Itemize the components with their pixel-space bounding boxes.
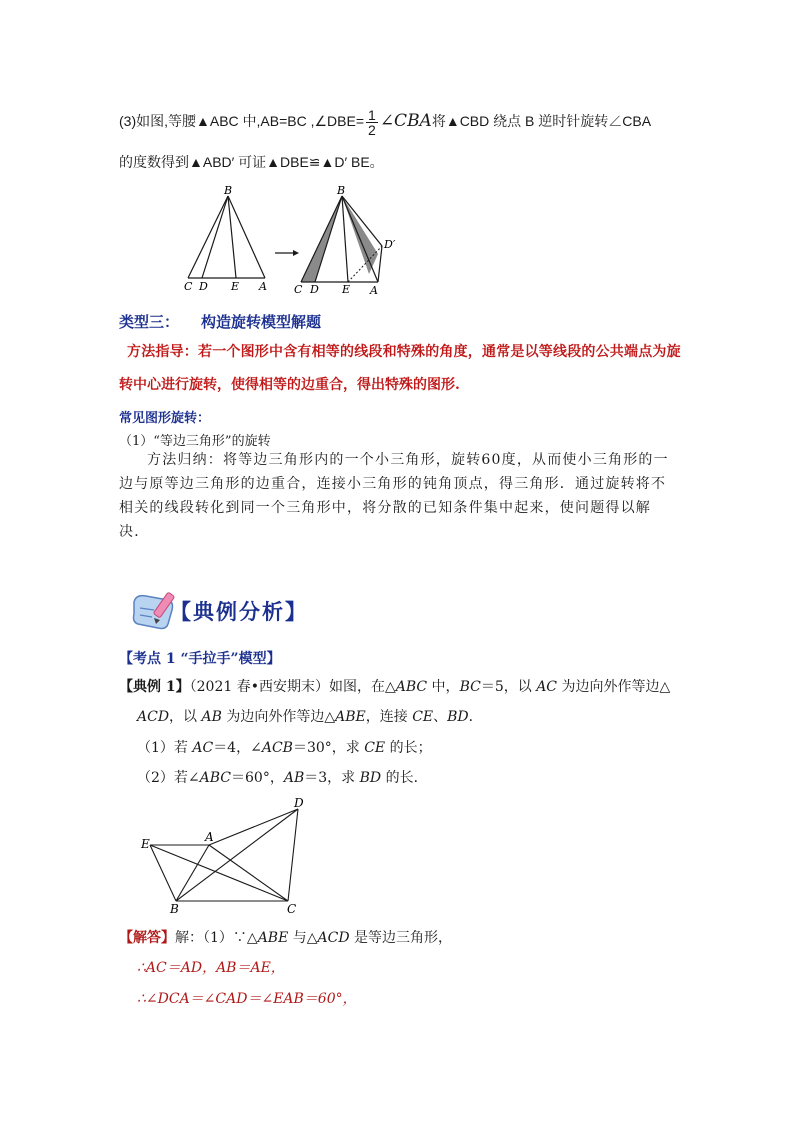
fig1-label-a: A (259, 280, 267, 293)
example1-line1 (119, 676, 670, 696)
text-seg: 是等边三角形， (349, 930, 453, 946)
fig3-label-c: C (287, 902, 297, 916)
var-ce: CE (412, 709, 434, 725)
text-seg: （2）若∠ (137, 770, 200, 786)
text-seg: 、 (433, 709, 448, 725)
var-bd: BD (447, 709, 469, 725)
section3-title (119, 311, 321, 332)
problem3-line2: 的度数得到▲ABD′ 可证▲DBE≌▲D′ BE。 (119, 154, 384, 170)
var-acb: ACB (261, 740, 293, 756)
text-seg: 的长； (385, 740, 432, 756)
var-bc: BC (459, 679, 481, 695)
example1-source: （2021 春•西安期末）如图，在△ (189, 679, 396, 695)
text-seg: 中， (427, 679, 460, 695)
banner-title: 【典例分析】 (170, 599, 308, 624)
fig3-label-a: A (205, 830, 214, 844)
question-2 (137, 767, 428, 787)
triangle-figure-2 (301, 196, 382, 282)
question-1 (137, 737, 432, 757)
text-seg: 为边向外作等边△ (557, 679, 671, 695)
var-acd: ACD (137, 709, 170, 725)
fig3-label-d: D (294, 796, 304, 810)
answer-line2: ∴AC＝AD，AB＝AE， (137, 960, 285, 976)
var-abe: ABE (257, 930, 289, 946)
problem3-line1 (119, 108, 651, 137)
fig2-label-b: B (337, 186, 346, 197)
text-seg: ，以 (169, 709, 202, 725)
var-ac: AC (536, 679, 558, 695)
problem3-suffix: 将▲CBD 绕点 B 逆时针旋转∠CBA (431, 113, 652, 130)
method-line2: 转中心进行旋转，使得相等的边重合，得出特殊的图形. (119, 377, 460, 393)
answer-tag: 【解答】 (119, 930, 175, 946)
var-abc: ABC (199, 770, 232, 786)
var-bd: BD (359, 770, 382, 786)
text-seg: 的长． (381, 770, 428, 786)
text-seg: ＝5，以 (480, 679, 537, 695)
fig2-label-d: D (310, 283, 319, 296)
arrow-icon (275, 250, 299, 256)
text-seg: ＝3，求 (304, 770, 360, 786)
fig3-label-e: E (141, 837, 150, 851)
text-seg: ． (468, 709, 483, 725)
var-acd: ACD (317, 930, 350, 946)
hand-in-hand-figure (138, 795, 318, 917)
text-seg: 与△ (288, 930, 318, 946)
fig2-label-dprime: D′ (384, 238, 396, 251)
triangle-figure-1 (188, 196, 265, 278)
fig1-label-b: B (224, 186, 233, 197)
common-rotation-title: 常见图形旋转： (119, 411, 211, 426)
example-banner (130, 588, 330, 632)
var-ab: AB (283, 770, 305, 786)
rotation-figure (170, 186, 410, 298)
text-seg: 为边向外作等边△ (221, 709, 336, 725)
fig3-label-b: B (170, 902, 179, 916)
fig1-label-e: E (231, 280, 240, 293)
method-line1: 方法指导：若一个图形中含有相等的线段和特殊的角度，通常是以等线段的公共端点为旋 (127, 344, 681, 360)
fig2-label-a: A (370, 284, 378, 297)
section3-title-text: 构造旋转模型解题 (201, 313, 322, 331)
fraction-denominator: 2 (368, 122, 376, 138)
text-seg: ＝60°， (231, 770, 284, 786)
problem3-prefix: (3)如图,等腰▲ABC 中,AB=BC ,∠DBE= (119, 113, 365, 130)
text-seg: ＝30°，求 (292, 740, 365, 756)
var-ce: CE (364, 740, 386, 756)
fig2-label-c: C (294, 283, 303, 296)
var-abc: ABC (395, 679, 428, 695)
var-ab: AB (201, 709, 222, 725)
common-item1: （1）“等边三角形”的旋转 (119, 434, 271, 449)
text-seg: ＝4，∠ (213, 740, 262, 756)
example1-tag: 【典例 1】 (119, 679, 190, 695)
half-fraction (366, 108, 378, 137)
text-seg: （1）若 (137, 740, 193, 756)
angle-cba-expr: ∠CBA (379, 111, 432, 132)
example1-line2 (137, 706, 483, 726)
fig1-label-c: C (184, 280, 193, 293)
method-summary-paragraph: 方法归纳：将等边三角形内的一个小三角形，旋转60度，从而使小三角形的一边与原等边三角形的边重合，连接小三角形的钝角顶点，得三角形．通过旋转将不相关的线段转化到同一个三角形中，将分散的已知条件集中起来，使问题得以解决． (119, 452, 669, 540)
fraction-numerator: 1 (368, 107, 376, 123)
fig2-label-e: E (342, 283, 351, 296)
text-seg: 解：（1）∵△ (175, 930, 258, 946)
answer-line1 (119, 927, 452, 947)
fig1-label-d: D (199, 280, 208, 293)
var-ac: AC (192, 740, 214, 756)
answer-line3: ∴∠DCA＝∠CAD＝∠EAB＝60°， (137, 991, 357, 1007)
var-abe: ABE (335, 709, 366, 725)
section3-title-prefix: 类型三： (119, 313, 180, 331)
kaodian-title: 【考点 1 “手拉手”模型】 (119, 651, 281, 667)
text-seg: ，连接 (365, 709, 413, 725)
